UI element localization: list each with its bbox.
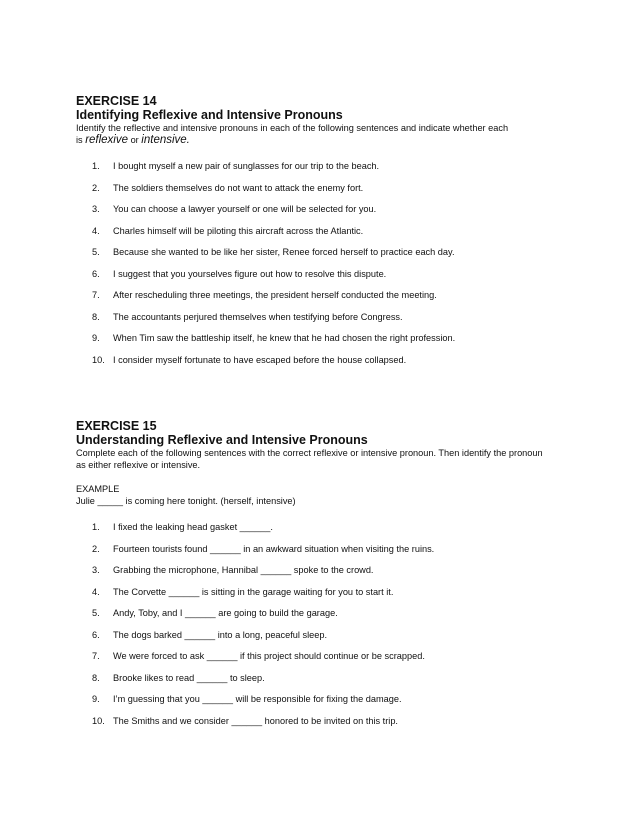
- exercise-15-list: [76, 521, 576, 736]
- item-text: Because she wanted to be like her sister, Renee forced herself to practice each day.: [113, 247, 455, 257]
- item-text: The accountants perjured themselves when testifying before Congress.: [113, 311, 403, 322]
- item-number: 7.: [92, 290, 100, 300]
- list-item: [76, 521, 576, 543]
- list-item: [76, 354, 576, 376]
- item-number: 9.: [92, 333, 100, 343]
- exercise-14-list: [76, 160, 576, 375]
- exercise-15-instructions: [76, 447, 576, 471]
- list-item: [76, 332, 576, 354]
- item-text: Charles himself will be piloting this aircraft across the Atlantic.: [113, 225, 364, 236]
- item-text: Grabbing the microphone, Hannibal ______ spoke to the crowd.: [113, 565, 374, 575]
- exercise-14-title: EXERCISE 14: [76, 94, 157, 108]
- item-text: I fixed the leaking head gasket ______.: [113, 522, 273, 532]
- list-item: [76, 311, 576, 333]
- item-text: You can choose a lawyer yourself or one will be selected for you.: [113, 204, 377, 214]
- exercise-14-section: [76, 94, 576, 375]
- item-text: The soldiers themselves do not want to attack the enemy fort.: [113, 182, 364, 193]
- list-item: [76, 203, 576, 225]
- item-text: Andy, Toby, and I ______ are going to build the garage.: [113, 608, 338, 618]
- list-item: [76, 564, 576, 586]
- item-number: 7.: [92, 651, 100, 661]
- item-number: 1.: [92, 161, 100, 171]
- exercise-14-instructions-is: is: [76, 135, 86, 145]
- item-number: 2.: [92, 182, 100, 193]
- item-number: 3.: [92, 204, 100, 214]
- item-text: I suggest that you yourselves figure out how to resolve this dispute.: [113, 268, 387, 279]
- item-text: Brooke likes to read ______ to sleep.: [113, 672, 265, 683]
- list-item: [76, 182, 576, 204]
- list-item: [76, 672, 576, 694]
- list-item: [76, 268, 576, 290]
- list-item: [76, 543, 576, 565]
- list-item: [76, 160, 576, 182]
- list-item: [76, 629, 576, 651]
- item-number: 6.: [92, 268, 100, 279]
- list-item: [76, 650, 576, 672]
- item-number: 5.: [92, 608, 100, 618]
- exercise-15-title: EXERCISE 15: [76, 419, 157, 433]
- item-number: 4.: [92, 586, 100, 597]
- list-item: [76, 586, 576, 608]
- list-item: [76, 289, 576, 311]
- item-text: I’m guessing that you ______ will be responsible for fixing the damage.: [113, 694, 402, 704]
- list-item: [76, 607, 576, 629]
- item-text: The dogs barked ______ into a long, peaceful sleep.: [113, 629, 328, 640]
- exercise-14-instructions-reflexive: reflexive: [85, 134, 129, 146]
- exercise-15-section: [76, 419, 576, 736]
- item-number: 2.: [92, 543, 100, 554]
- exercise-14-instructions-intensive: intensive.: [141, 134, 190, 146]
- exercise-14-instructions-line1: Identify the reflective and intensive pronouns in each of the following sentences and indicate whether each: [76, 123, 509, 133]
- item-number: 9.: [92, 694, 100, 704]
- list-item: [76, 225, 576, 247]
- item-text: Fourteen tourists found ______ in an awkward situation when visiting the ruins.: [113, 543, 435, 554]
- item-number: 6.: [92, 629, 100, 640]
- item-text: We were forced to ask ______ if this project should continue or be scrapped.: [113, 651, 425, 661]
- item-number: 10.: [92, 715, 105, 726]
- item-number: 8.: [92, 311, 100, 322]
- exercise-15-instructions-line1: Complete each of the following sentences with the correct reflexive or intensive pronoun. Then identify the pronoun: [76, 448, 543, 458]
- item-text: When Tim saw the battleship itself, he knew that he had chosen the right profession.: [113, 333, 456, 343]
- exercise-14-instructions: [76, 122, 576, 146]
- item-text: The Smiths and we consider ______ honored to be invited on this trip.: [113, 715, 398, 726]
- exercise-15-subtitle: Understanding Reflexive and Intensive Pronouns: [76, 433, 368, 447]
- list-item: [76, 715, 576, 737]
- exercise-14-instructions-or: or: [128, 135, 142, 145]
- item-text: The Corvette ______ is sitting in the garage waiting for you to start it.: [113, 586, 394, 597]
- item-text: I bought myself a new pair of sunglasses for our trip to the beach.: [113, 161, 380, 171]
- list-item: [76, 693, 576, 715]
- item-number: 8.: [92, 672, 100, 683]
- item-number: 4.: [92, 225, 100, 236]
- list-item: [76, 246, 576, 268]
- item-number: 10.: [92, 354, 105, 365]
- item-text: After rescheduling three meetings, the president herself conducted the meeting.: [113, 290, 437, 300]
- item-number: 1.: [92, 522, 100, 532]
- exercise-15-instructions-line2: as either reflexive or intensive.: [76, 460, 201, 470]
- item-number: 5.: [92, 247, 100, 257]
- item-text: I consider myself fortunate to have escaped before the house collapsed.: [113, 354, 407, 365]
- exercise-14-subtitle: Identifying Reflexive and Intensive Pronouns: [76, 108, 343, 122]
- example-text: Julie _____ is coming here tonight. (herself, intensive): [76, 496, 296, 506]
- item-number: 3.: [92, 565, 100, 575]
- example-label: EXAMPLE: [76, 484, 120, 494]
